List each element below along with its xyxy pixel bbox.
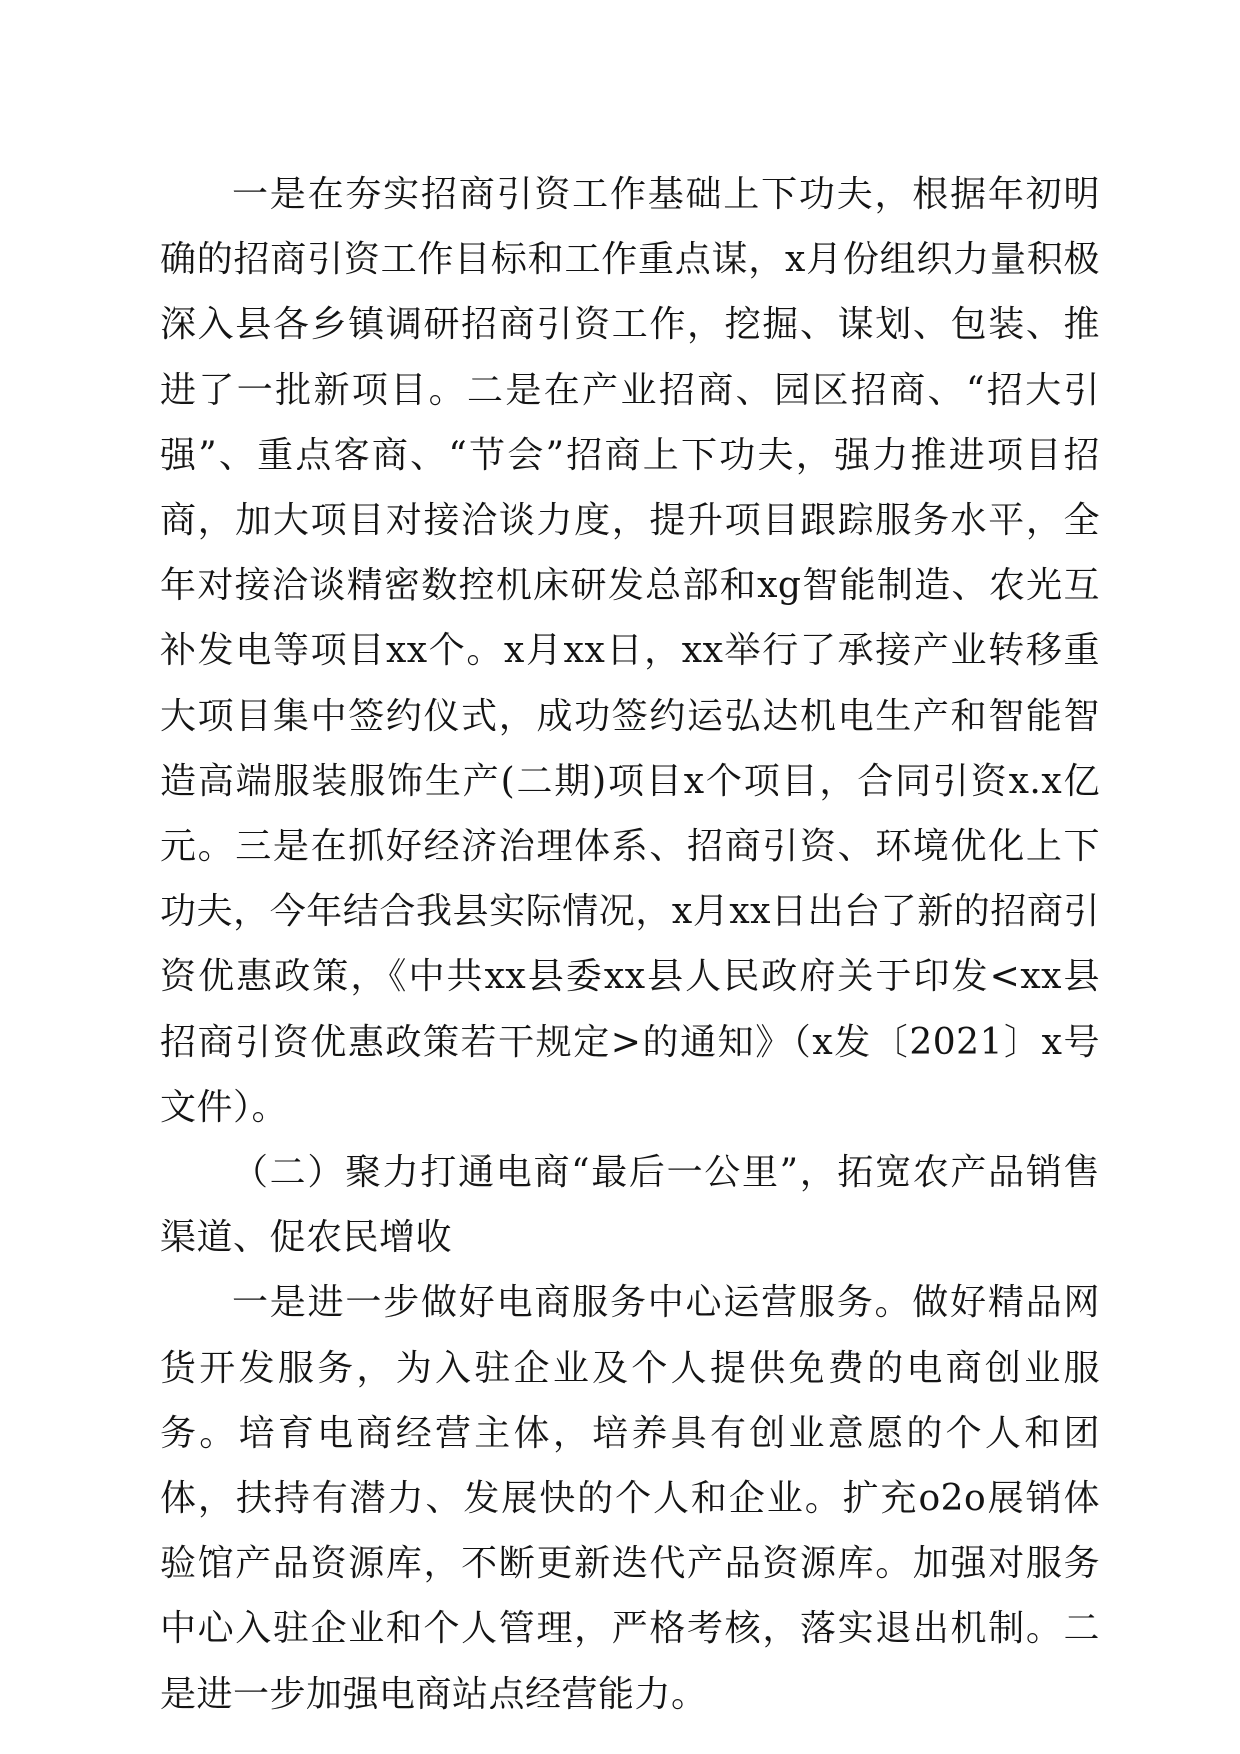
- section-heading-ecommerce: （二）聚力打通电商“最后一公里”，拓宽农产品销售渠道、促农民增收: [160, 1152, 1100, 1259]
- document-body: [160, 162, 1100, 1727]
- paragraph-ecommerce-service: 一是进一步做好电商服务中心运营服务。做好精品网货开发服务，为入驻企业及个人提供免费的电商创业服务。培育电商经营主体，培养具有创业意愿的个人和团体，扶持有潜力、发展快的个人和企业。扩充o2o展销体验馆产品资源库，不断更新迭代产品资源库。加强对服务中心入驻企业和个人管理，严格考核，落实退出机制。二是进一步加强电商站点经营能力。: [160, 1282, 1100, 1715]
- paragraph-investment-attraction: 一是在夯实招商引资工作基础上下功夫，根据年初明确的招商引资工作目标和工作重点谋，x月份组织力量积极深入县各乡镇调研招商引资工作，挖掘、谋划、包装、推进了一批新项目。二是在产业招商、园区招商、“招大引强”、重点客商、“节会”招商上下功夫，强力推进项目招商，加大项目对接洽谈力度，提升项目跟踪服务水平，全年对接洽谈精密数控机床研发总部和xg智能制造、农光互补发电等项目xx个。x月xx日，xx举行了承接产业转移重大项目集中签约仪式，成功签约运弘达机电生产和智能智造高端服装服饰生产(二期)项目x个项目，合同引资x.x亿元。三是在抓好经济治理体系、招商引资、环境优化上下功夫，今年结合我县实际情况，x月xx日出台了新的招商引资优惠政策，《中共xx县委xx县人民政府关于印发<xx县招商引资优惠政策若干规定>的通知》（x发〔2021〕x号文件）。: [160, 174, 1100, 1128]
